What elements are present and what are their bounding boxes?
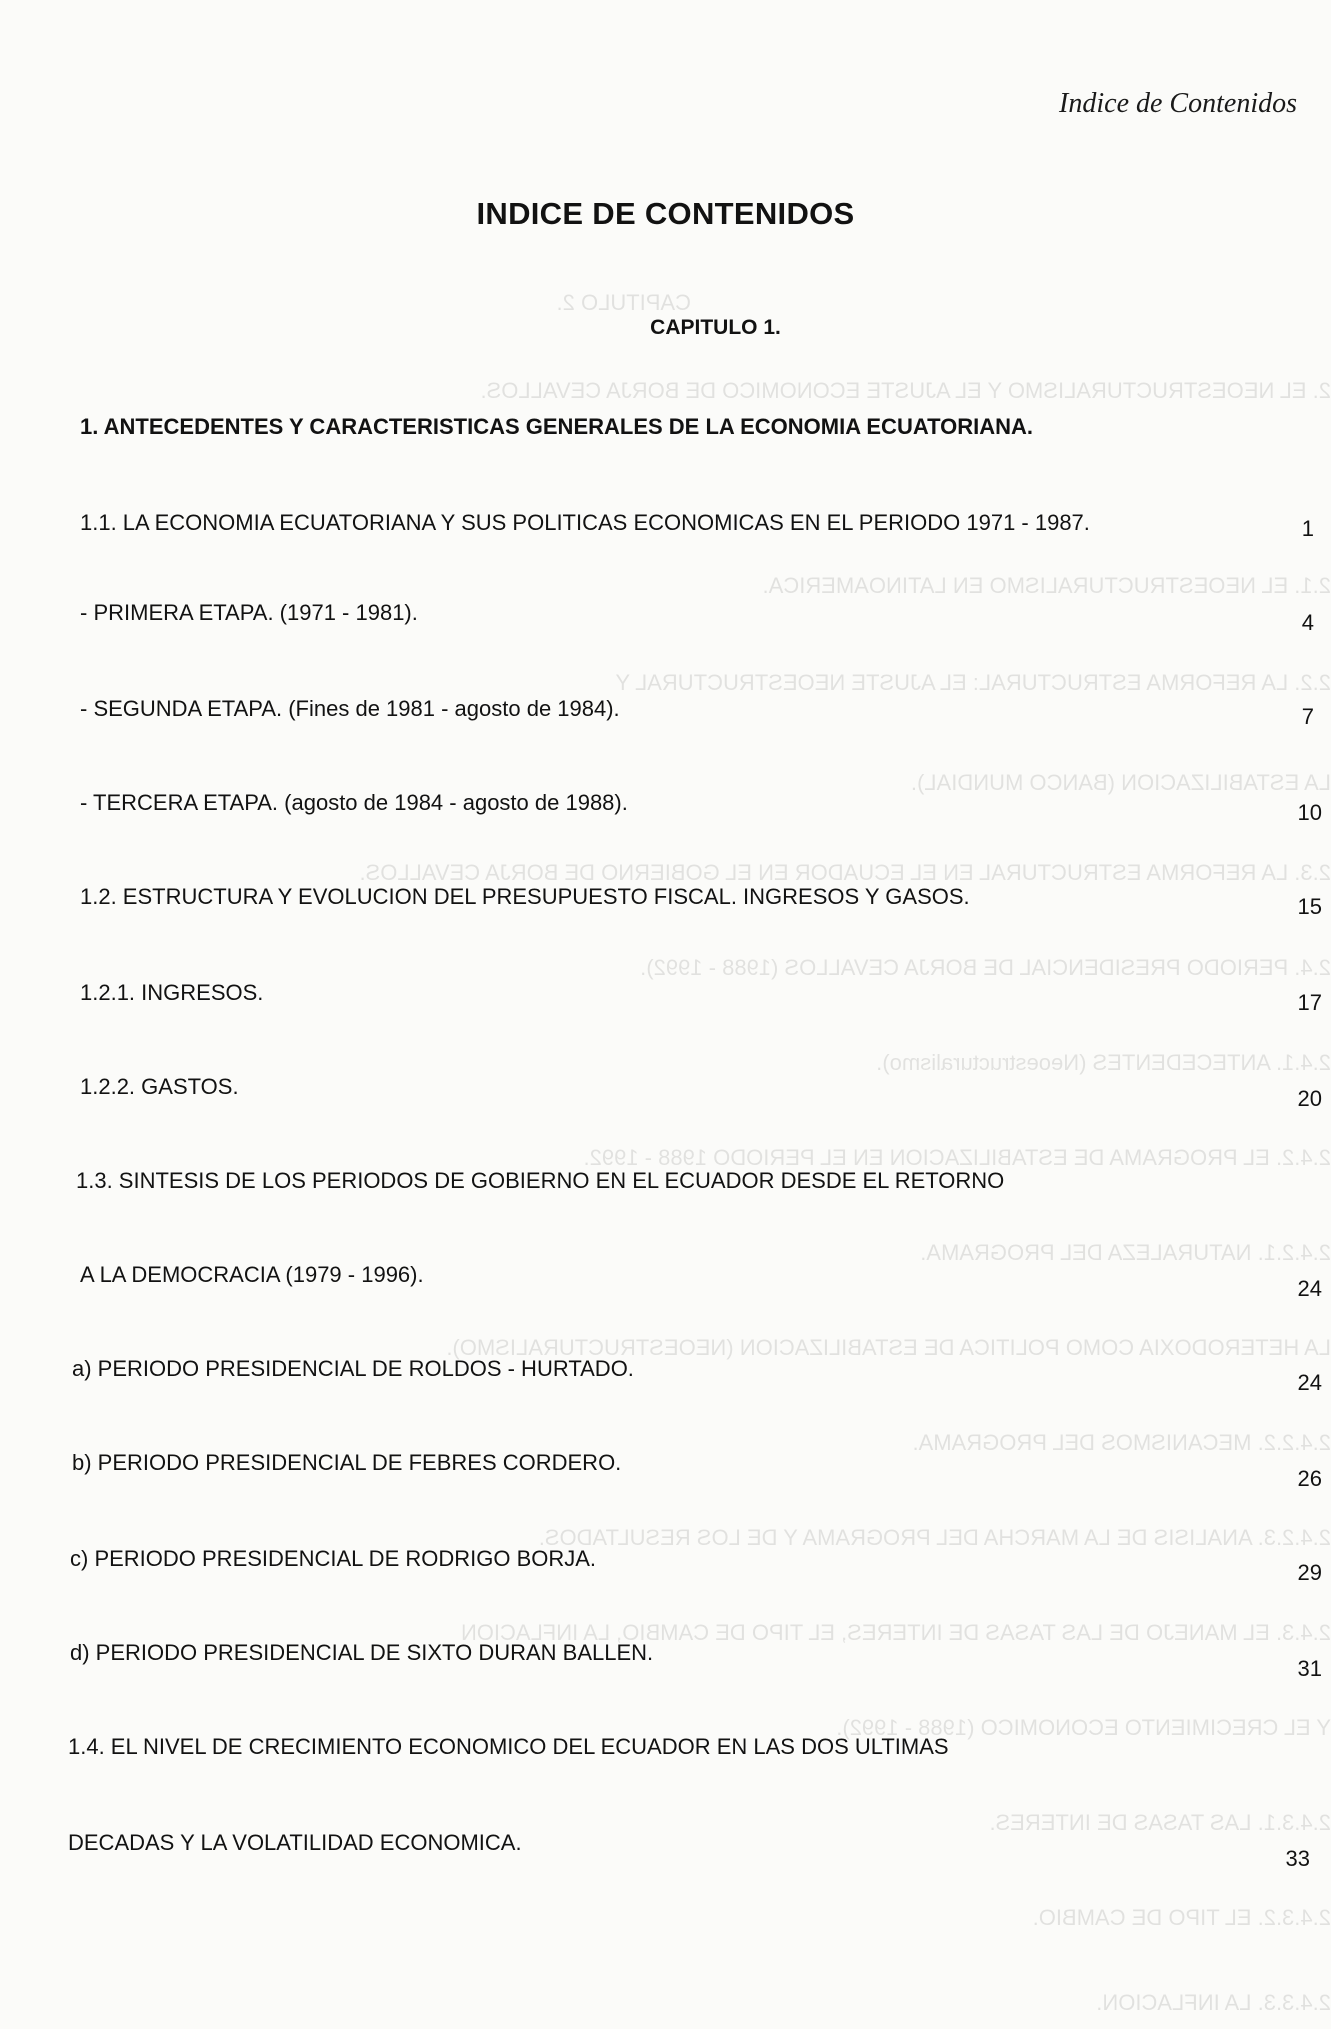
toc-entry-page: 33 xyxy=(1285,1846,1310,1871)
show-through-background: CAPITULO 2. 2. EL NEOESTRUCTURALISMO Y EL AJUSTE ECONOMICO DE BORJA CEVALLOS. 2.1. EL NEOESTRUCTURALISMO EN LATINOAMERICA. 2.2. LA REFORMA ESTRUCTURAL: EL AJUSTE NEOESTRUCTURAL Y LA ESTABILIZACION (BANCO MUNDIAL). 2.3. LA REFORMA ESTRUCTURAL EN EL ECUADOR EN EL GOBIERNO DE BORJA CEVALLOS. 2.4. PERIODO PRESIDENCIAL DE BORJA CEVALLOS (1988 - 1992). 2.4.1. ANTECEDENTES (Neoestructuralismo). 2.4.2. EL PROGRAMA DE ESTABILIZACION EN EL PERIODO 1988 - 1992. 2.4.2.1. NATURALEZA DEL PROGRAMA. LA HETERODOXIA COMO POLITICA DE ESTABILIZACION (NEOESTRUCTURALISMO). 2.4.2.2. MECANISMOS DEL PROGRAMA. 2.4.2.3. ANALISIS DE LA MARCHA DEL PROGRAMA Y DE LOS RESULTADOS. 2.4.3. EL MANEJO DE LAS TASAS DE INTERES, EL TIPO DE CAMBIO, LA INFLACION Y EL CRECIMIENTO ECONOMICO (1988 - 1992). 2.4.3.1. LAS TASAS DE INTERES. 2.4.3.2. EL TIPO DE CAMBIO. 2.4.3.3. LA INFLACION. xyxy=(359,290,1331,2015)
toc-entry-text: 1.2.1. INGRESOS. xyxy=(80,980,264,1005)
toc-entry-text: - SEGUNDA ETAPA. (Fines de 1981 - agosto de 1984). xyxy=(80,696,620,721)
toc-entry-page: 29 xyxy=(1297,1560,1322,1585)
toc-entry-page: 20 xyxy=(1297,1086,1322,1111)
toc-entry-text: 1.2. ESTRUCTURA Y EVOLUCION DEL PRESUPUESTO FISCAL. INGRESOS Y GASOS. xyxy=(80,884,970,909)
chapter-heading: CAPITULO 1. xyxy=(650,316,781,339)
toc-entry-text: - TERCERA ETAPA. (agosto de 1984 - agosto de 1988). xyxy=(80,790,628,815)
toc-entry-text: DECADAS Y LA VOLATILIDAD ECONOMICA. xyxy=(68,1830,522,1855)
toc-entry-page: 24 xyxy=(1297,1370,1322,1395)
toc-entry-page: 4 xyxy=(1301,610,1314,635)
toc-entry-page: 7 xyxy=(1301,704,1314,729)
toc-entry-page: 26 xyxy=(1297,1466,1322,1491)
toc-entry-page: 15 xyxy=(1297,894,1322,919)
toc-entry-text: 1.1. LA ECONOMIA ECUATORIANA Y SUS POLITICAS ECONOMICAS EN EL PERIODO 1971 - 1987. xyxy=(80,510,1090,535)
toc-entry-page: 31 xyxy=(1297,1656,1322,1681)
toc-entry-text: c) PERIODO PRESIDENCIAL DE RODRIGO BORJA. xyxy=(70,1546,597,1571)
toc-entry-text: b) PERIODO PRESIDENCIAL DE FEBRES CORDERO. xyxy=(72,1450,622,1475)
toc-entry-text: A LA DEMOCRACIA (1979 - 1996). xyxy=(80,1262,424,1287)
toc-entry-text: 1.2.2. GASTOS. xyxy=(80,1074,239,1099)
running-header: Indice de Contenidos xyxy=(1059,88,1297,119)
toc-entry-text: 1.3. SINTESIS DE LOS PERIODOS DE GOBIERNO EN EL ECUADOR DESDE EL RETORNO xyxy=(76,1168,1005,1193)
toc-entry-text: d) PERIODO PRESIDENCIAL DE SIXTO DURAN BALLEN. xyxy=(70,1640,654,1665)
toc-entry-page: 24 xyxy=(1297,1276,1322,1301)
toc-entry-text: - PRIMERA ETAPA. (1971 - 1981). xyxy=(80,600,418,625)
toc-entry-text: 1. ANTECEDENTES Y CARACTERISTICAS GENERALES DE LA ECONOMIA ECUATORIANA. xyxy=(80,414,1034,439)
document-title: INDICE DE CONTENIDOS xyxy=(476,196,855,231)
toc-entry-page: 17 xyxy=(1297,990,1322,1015)
toc-entry-page: 1 xyxy=(1301,516,1314,541)
toc-entry-text: a) PERIODO PRESIDENCIAL DE ROLDOS - HURTADO. xyxy=(72,1356,634,1381)
toc-entry-page: 10 xyxy=(1297,800,1322,825)
toc-entry-text: 1.4. EL NIVEL DE CRECIMIENTO ECONOMICO DEL ECUADOR EN LAS DOS ULTIMAS xyxy=(68,1734,949,1759)
